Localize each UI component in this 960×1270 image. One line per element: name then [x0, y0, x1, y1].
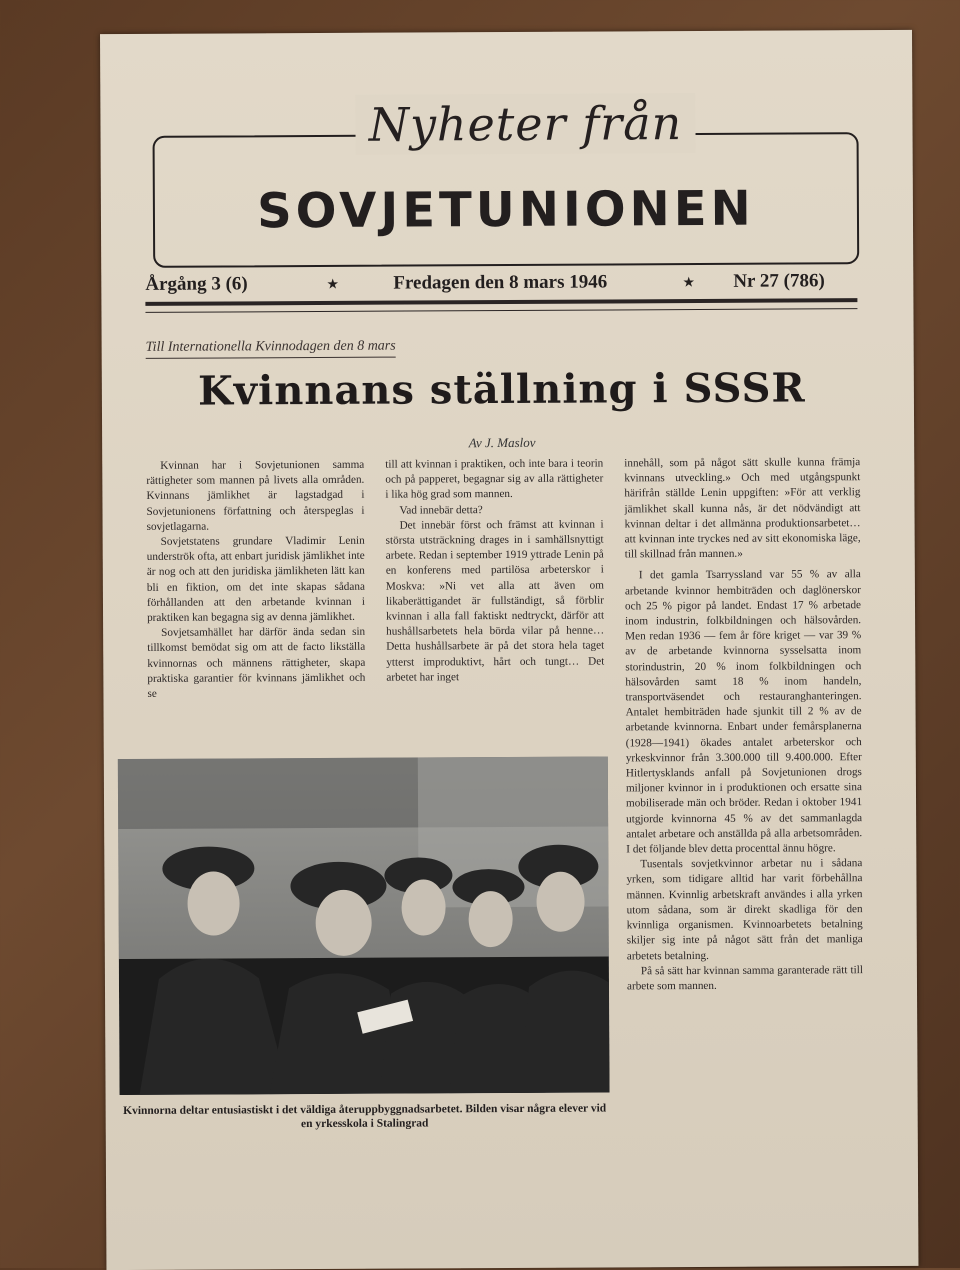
- photo-women-students: [118, 756, 610, 1095]
- article-byline: Av J. Maslov: [468, 434, 536, 451]
- paragraph: Kvinnan har i Sovjetunionen samma rättigheter som mannen på livets alla områden. Kvinnans jämlikhet är lagstadgad i Sovjetunionens författning och återspeglas i sovjetlagarna.: [146, 458, 365, 533]
- paragraph: Sovjetsamhället har därför ända sedan sin tillkomst bemödat sig om att de facto likställa kvinnornas och männens rättigheter, skapa praktiska garantier för kvinnans jämlikhet och se: [147, 625, 366, 700]
- paragraph: innehåll, som på något sätt skulle kunna främja kvinnans utveckling.» Och med utgångspunkt härifrån ställde Lenin uppgiften: »För att verklig jämlikhet skall kunna nås, är det nödvändigt att kvinnan deltar i det allmänna produktionsarbetet… att kvinnan inte tryckes ned av sitt ekonomiska läge, till skillnad från mannen.»: [624, 456, 861, 561]
- issue-number: Nr 27 (786): [733, 270, 825, 292]
- star-separator-left: ★: [327, 276, 339, 291]
- article-kicker: Till Internationella Kvinnodagen den 8 mars: [146, 339, 396, 359]
- paragraph: Det innebär först och främst att kvinnan i största utsträckning drages in i samhällsnyttigt arbete. Redan i september 1919 yttrade Lenin på en konferens med partilösa arbeterskor i Moskva: »Ni vet alla att även om likaberättigandet är fullständigt, så förblir kvinnan i alla fall faktiskt nedtryckt, därför att hushållsarbetets hela börda vilar på henne… Detta hushållsarbete är på det stora hela taget ytterst improduktivt, hårt och tungt… Det arbetet har inget: [385, 518, 605, 684]
- volume-label: Årgång 3 (6): [145, 273, 248, 295]
- paragraph: Vad innebär detta?: [399, 503, 483, 517]
- masthead-title: SOVJETUNIONEN: [256, 180, 755, 240]
- article-column-2: [385, 456, 605, 749]
- paragraph: till att kvinnan i praktiken, och inte bara i teorin och på papperet, begagnar sig av alla rättigheter i lika hög grad som mannen.: [385, 457, 604, 502]
- paragraph: Sovjetstatens grundare Vladimir Lenin underströk ofta, att enbart juridisk jämlikhet inte är nog och att den juridiska jämlikheten lätt kan bli en fiktion, om det inte skapas sådana förhållanden att den arbetande kvinnan i praktiken kan begagna sig av denna jämlikhet.: [146, 534, 366, 624]
- paragraph: På så sätt har kvinnan samma garanterade rätt till arbete som mannen.: [626, 963, 863, 993]
- article-headline: Kvinnans ställning i SSSR: [197, 364, 806, 415]
- issue-info-bar: [145, 270, 857, 298]
- masthead-rule-thick: [145, 298, 857, 306]
- masthead-script-title: Nyheter från: [355, 93, 695, 155]
- paragraph: Tusentals sovjetkvinnor arbetar nu i sådana yrken, som tidigare alltid har varit förbehållna männen. Kvinnlig arbetskraft användes i alla yrken utom sådana, som är direkt skadliga för den kvinnliga organismen. Kvinnoarbetets betalning skiljer sig inte på något sätt från det manliga arbetets betalning.: [626, 857, 863, 962]
- masthead-rule-thin: [145, 308, 857, 313]
- star-separator-right: ★: [683, 275, 695, 290]
- issue-date: Fredagen den 8 mars 1946: [393, 271, 608, 294]
- paragraph: I det gamla Tsarryssland var 55 % av alla arbetande kvinnor hembiträden och daglönerskor och 25 % pigor på landet. Endast 17 % arbetade inom industrin, folkbildningen och hälsovården. Men redan 1936 — fem år före kriget — var 39 % av de arbetande kvinnorna sysselsatta inom storindustrin, 20 % inom folkbildningen och hälsovården samt 18 % inom handeln, transportväsendet och restauranghanteringen. Antalet hembiträden hade sjunkit till 2 % av de arbetande kvinnorna. Enbart under femårsplanerna (1928—1941) ökades antalet arbeterskor och yrkeskvinnor från 3.300.000 till 9.400.000. Efter Hitlertysklands anfall på Sovjetunionen drogs miljoner kvinnor in i produktionen och ersatte sina mobiliserade män och bröder. Redan i oktober 1941 utgjorde kvinnorna 45 % av det sammanlagda antalet arbetare och anställda på alla arbetsområden. I det följande blev detta procenttal ännu högre.: [624, 568, 863, 856]
- article-column-1: [146, 458, 366, 751]
- article-photo: [118, 756, 610, 1095]
- article-column-3: [624, 455, 864, 1146]
- newspaper-page: [100, 30, 918, 1270]
- photo-caption: Kvinnorna deltar entusiastiskt i det väldiga återuppbyggnadsarbetet. Bilden visar några elever vid en yrkesskola i Stalingrad: [123, 1102, 607, 1131]
